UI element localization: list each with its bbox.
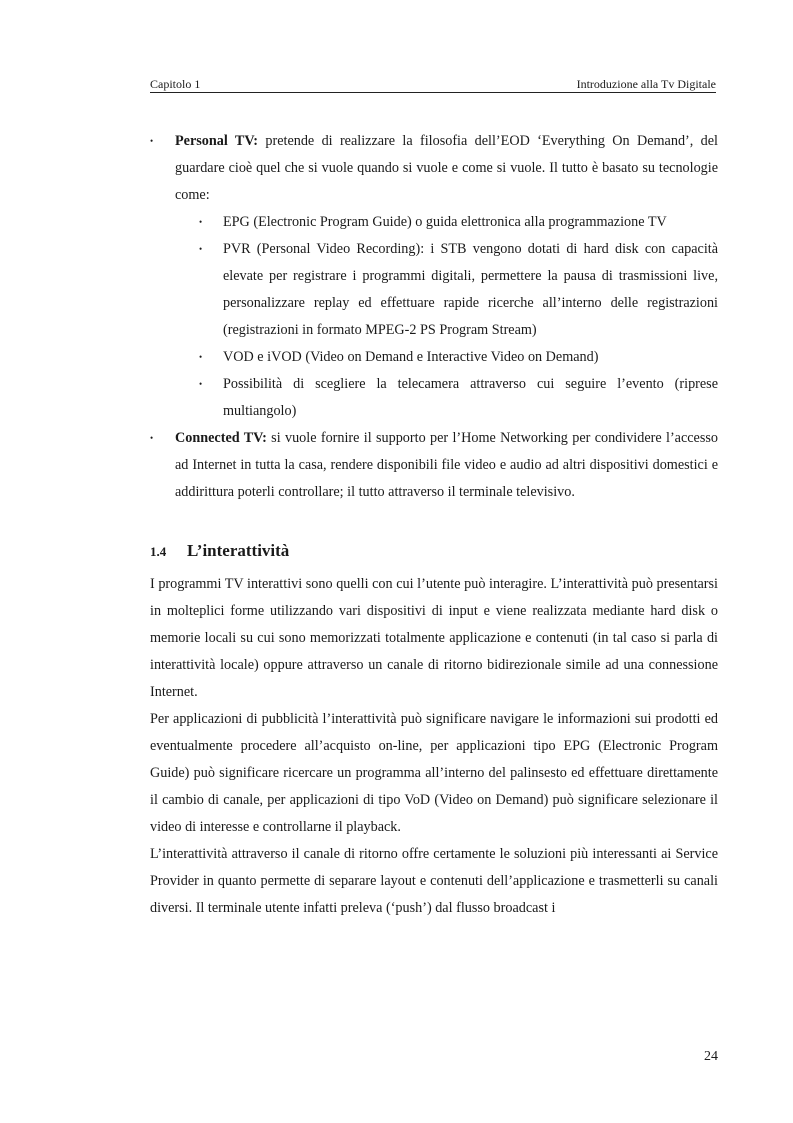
sub-list-item-text: PVR (Personal Video Recording): i STB vengono dotati di hard disk con capacità elevate per registrare i programmi digitali, permettere la pausa di trasmissioni live, personalizzare replay ed effettuare rapide ricerche all’interno delle registrazioni (registrazioni in formato MPEG-2 PS Program Stream) bbox=[223, 241, 718, 338]
list-item-connected-tv bbox=[150, 425, 718, 506]
sub-list-item-text: VOD e iVOD (Video on Demand e Interactive Video on Demand) bbox=[223, 349, 599, 365]
bullet-icon: • bbox=[199, 217, 203, 227]
list-item-term: Connected TV: bbox=[175, 430, 267, 446]
body-paragraph: Per applicazioni di pubblicità l’interattività può significare navigare le informazioni sui prodotti ed eventualmente procedere all’acquisto on-line, per applicazioni tipo EPG (Electronic Program Guide) può significare ricercare un programma all’interno del palinsesto ed effettuare direttamente il cambio di canale, per applicazioni di tipo VoD (Video on Demand) può significare selezionare il video di interesse e controllarne il playback. bbox=[150, 711, 718, 835]
list-item-text bbox=[175, 425, 718, 506]
sub-list-item-text: Possibilità di scegliere la telecamera attraverso cui seguire l’evento (riprese multiangolo) bbox=[223, 376, 718, 419]
list-item-text bbox=[175, 128, 718, 209]
sub-list-item-text: EPG (Electronic Program Guide) o guida elettronica alla programmazione TV bbox=[223, 214, 667, 230]
header-chapter-title: Introduzione alla Tv Digitale bbox=[576, 77, 716, 91]
page-number: 24 bbox=[704, 1049, 718, 1064]
list-item-personal-tv bbox=[150, 128, 718, 425]
section-number: 1.4 bbox=[150, 544, 167, 559]
list-item-term: Personal TV: bbox=[175, 133, 259, 149]
page-content bbox=[150, 128, 718, 922]
section-title: L’interattività bbox=[187, 541, 290, 560]
sub-list-item bbox=[175, 236, 718, 344]
section-heading bbox=[150, 537, 718, 565]
sub-list-item bbox=[175, 371, 718, 425]
running-header bbox=[150, 77, 716, 93]
bullet-list bbox=[150, 128, 718, 506]
bullet-icon: • bbox=[199, 352, 203, 362]
list-item-description: si vuole fornire il supporto per l’Home Networking per condividere l’accesso ad Internet in tutta la casa, rendere disponibili file video e audio ad altri dispositivi domestici e addirittura poterli controllare; il tutto attraverso il terminale televisivo. bbox=[175, 430, 718, 500]
sub-bullet-list bbox=[175, 209, 718, 425]
bullet-icon: • bbox=[150, 136, 154, 146]
bullet-icon: • bbox=[199, 244, 203, 254]
bullet-icon: • bbox=[150, 433, 154, 443]
body-paragraph: L’interattività attraverso il canale di ritorno offre certamente le soluzioni più interessanti ai Service Provider in quanto permette di separare layout e contenuti dell’applicazione e trasmetterli su canali diversi. Il terminale utente infatti preleva (‘push’) dal flusso broadcast i bbox=[150, 846, 718, 916]
sub-list-item bbox=[175, 209, 718, 236]
list-item-description: pretende di realizzare la filosofia dell’EOD ‘Everything On Demand’, del guardare cioè quel che si vuole quando si vuole e come si vuole. Il tutto è basato su tecnologie come: bbox=[175, 133, 718, 203]
header-chapter: Capitolo 1 bbox=[150, 77, 201, 91]
bullet-icon: • bbox=[199, 379, 203, 389]
sub-list-item bbox=[175, 344, 718, 371]
body-paragraph: I programmi TV interattivi sono quelli con cui l’utente può interagire. L’interattività può presentarsi in molteplici forme utilizzando vari dispositivi di input e viene realizzata mediante hard disk o memorie locali su cui sono memorizzati totalmente applicazione e contenuti (in tal caso si parla di interattività locale) oppure attraverso un canale di ritorno bidirezionale simile ad una connessione Internet. bbox=[150, 576, 718, 700]
